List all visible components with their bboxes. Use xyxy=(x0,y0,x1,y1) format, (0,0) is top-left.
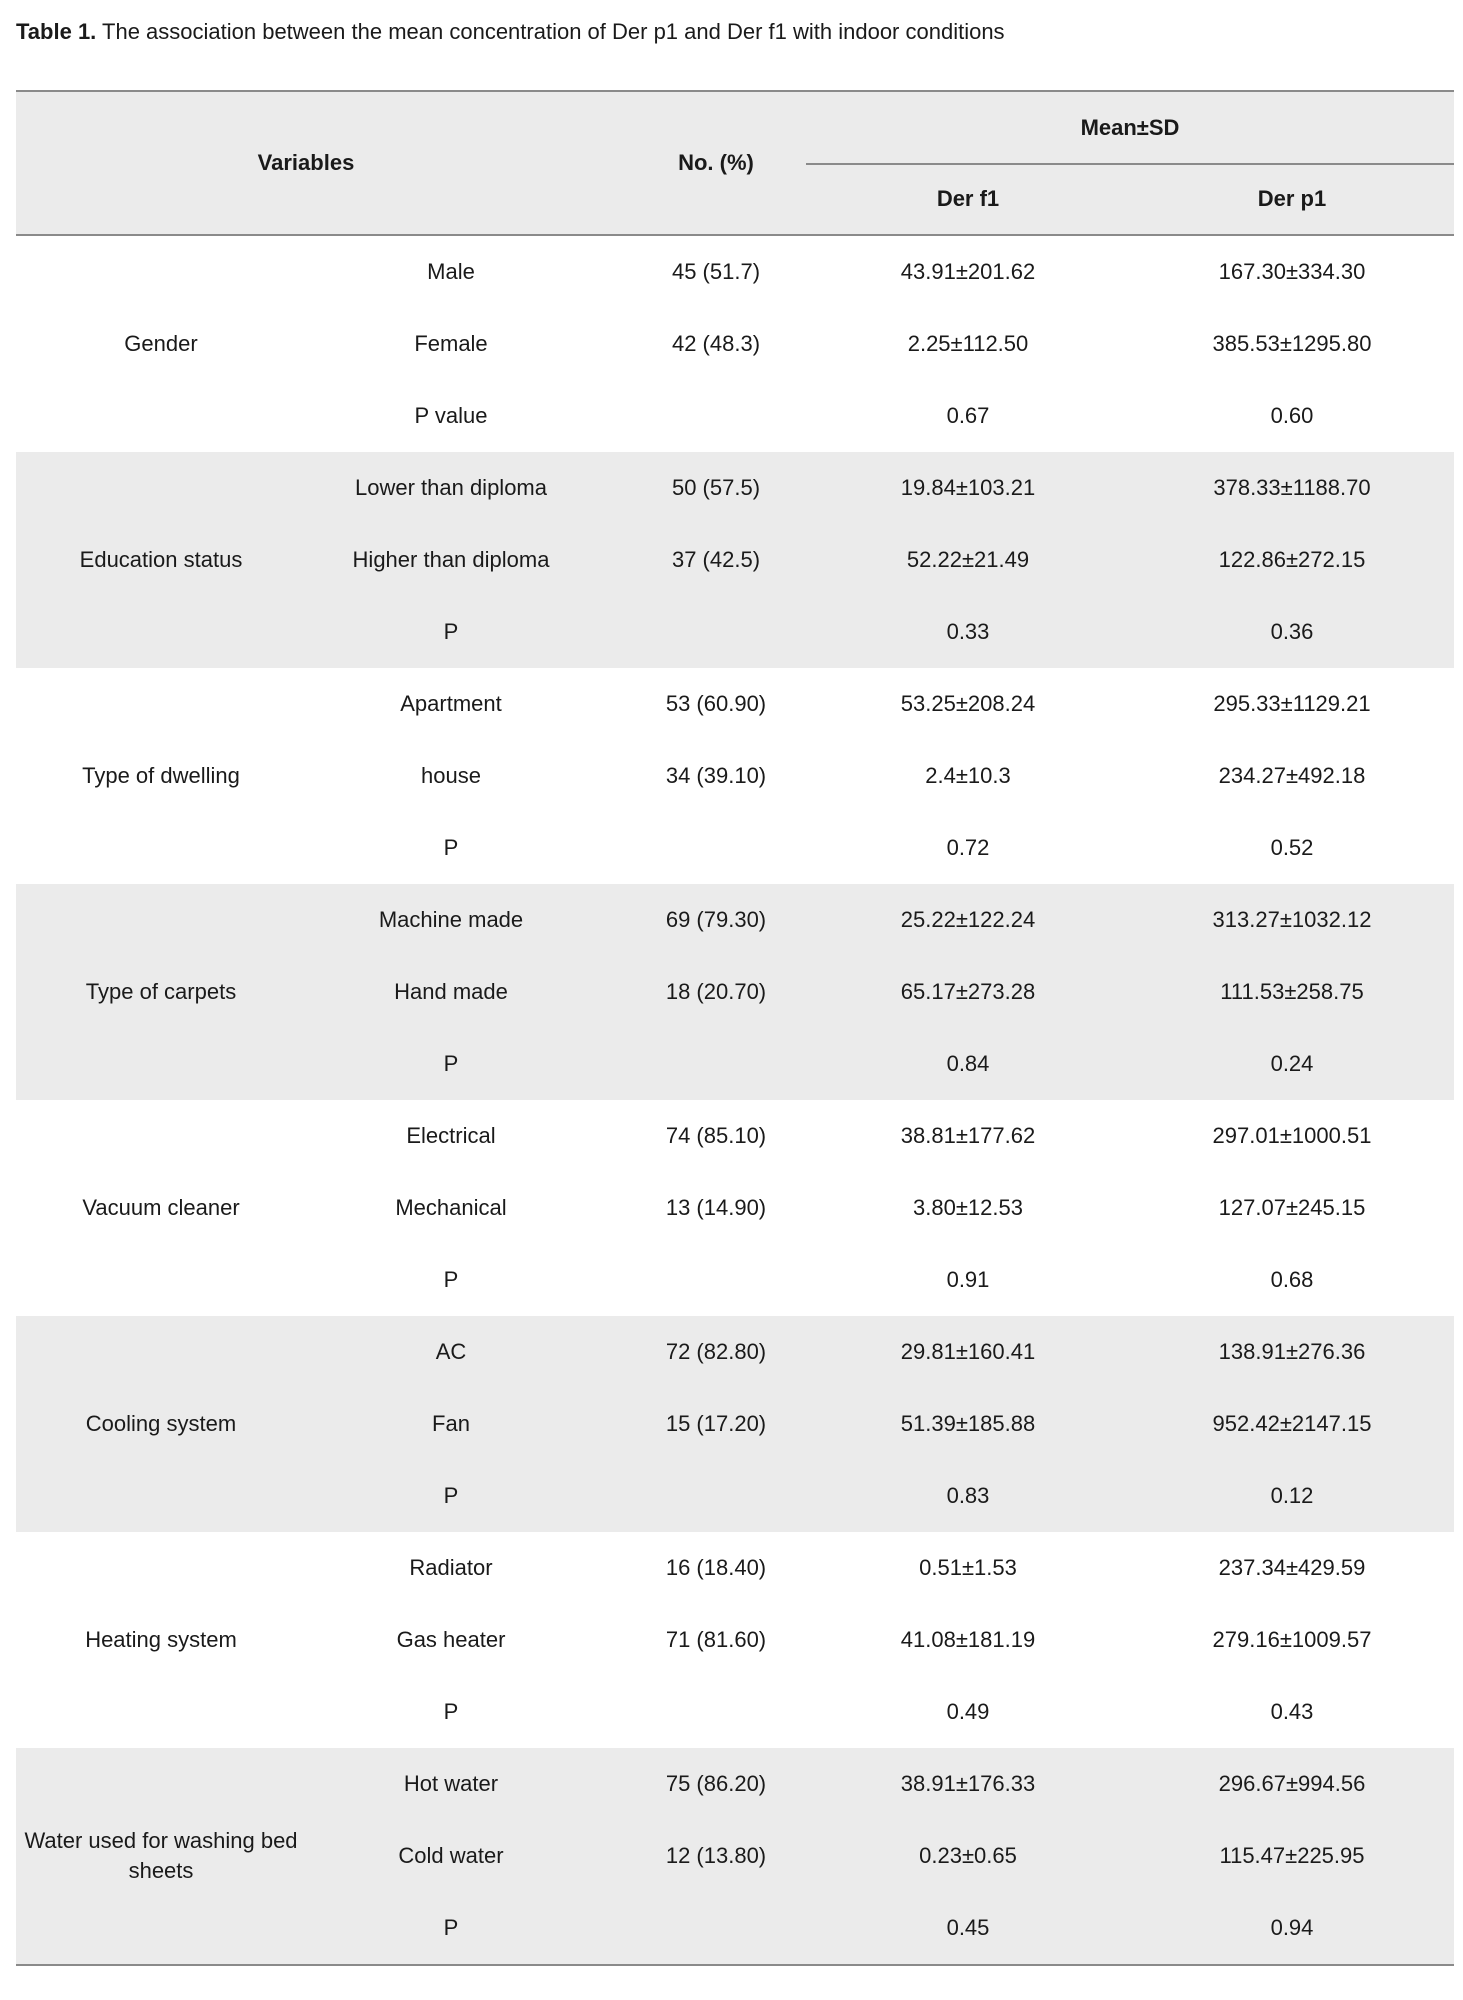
row-der-f1: 25.22±122.24 xyxy=(900,907,1036,932)
row-count xyxy=(596,596,836,668)
variable-group xyxy=(16,452,1454,668)
row-der-p1: 115.47±225.95 xyxy=(1219,1843,1365,1868)
variable-group xyxy=(16,668,1454,884)
row-der-p1: 385.53±1295.80 xyxy=(1212,331,1372,356)
header-der-p1: Der p1 xyxy=(1257,186,1327,211)
table-row xyxy=(16,668,1454,740)
table-row xyxy=(16,1676,1454,1748)
row-count xyxy=(596,1676,836,1748)
table-row xyxy=(16,236,1454,308)
row-count: 74 (85.10) xyxy=(665,1123,767,1148)
table-row xyxy=(16,380,1454,452)
table-row xyxy=(16,1100,1454,1172)
row-count: 50 (57.5) xyxy=(671,475,761,500)
row-subcategory: Electrical xyxy=(406,1123,496,1148)
row-subcategory: P xyxy=(443,1699,459,1724)
table-row xyxy=(16,1172,1454,1244)
group-label: Cooling system xyxy=(85,1411,237,1436)
table-body xyxy=(16,236,1454,1964)
data-table xyxy=(16,90,1454,1966)
row-der-p1: 295.33±1129.21 xyxy=(1213,691,1371,716)
row-count: 37 (42.5) xyxy=(671,547,761,572)
row-count: 18 (20.70) xyxy=(665,979,767,1004)
row-subcategory: P xyxy=(443,1267,459,1292)
row-count: 12 (13.80) xyxy=(665,1843,767,1868)
row-subcategory: Hot water xyxy=(403,1771,499,1796)
row-subcategory: Mechanical xyxy=(395,1195,507,1220)
row-count xyxy=(596,1244,836,1316)
row-count xyxy=(596,812,836,884)
row-count: 16 (18.40) xyxy=(665,1555,767,1580)
table-row xyxy=(16,524,1454,596)
table-row xyxy=(16,1028,1454,1100)
row-der-f1: 0.51±1.53 xyxy=(919,1555,1017,1580)
row-count xyxy=(596,1028,836,1100)
table-header xyxy=(16,92,1454,236)
variable-group xyxy=(16,884,1454,1100)
row-der-f1: 0.83 xyxy=(946,1483,990,1508)
row-subcategory: Female xyxy=(414,331,488,356)
row-der-p1: 0.60 xyxy=(1270,403,1314,428)
row-subcategory: Machine made xyxy=(378,907,524,932)
row-subcategory: Hand made xyxy=(394,979,508,1004)
row-der-p1: 237.34±429.59 xyxy=(1218,1555,1366,1580)
row-der-p1: 111.53±258.75 xyxy=(1220,979,1364,1004)
row-der-f1: 65.17±273.28 xyxy=(900,979,1036,1004)
row-subcategory: P xyxy=(443,835,459,860)
header-mean-sd: Mean±SD xyxy=(1080,115,1180,140)
row-der-p1: 378.33±1188.70 xyxy=(1213,475,1371,500)
row-der-p1: 0.43 xyxy=(1270,1699,1314,1724)
row-der-p1: 127.07±245.15 xyxy=(1218,1195,1366,1220)
row-subcategory: Cold water xyxy=(398,1843,504,1868)
row-subcategory: Male xyxy=(427,259,475,284)
row-der-p1: 313.27±1032.12 xyxy=(1212,907,1372,932)
row-der-f1: 41.08±181.19 xyxy=(900,1627,1036,1652)
row-der-f1: 2.25±112.50 xyxy=(907,331,1029,356)
table-row xyxy=(16,812,1454,884)
row-count xyxy=(596,380,836,452)
row-der-p1: 234.27±492.18 xyxy=(1218,763,1366,788)
row-der-f1: 0.67 xyxy=(946,403,990,428)
table-row xyxy=(16,1892,1454,1964)
row-der-p1: 0.68 xyxy=(1270,1267,1314,1292)
row-der-p1: 0.36 xyxy=(1270,619,1314,644)
row-der-f1: 53.25±208.24 xyxy=(900,691,1036,716)
header-der-f1: Der f1 xyxy=(936,186,1000,211)
row-der-p1: 0.24 xyxy=(1270,1051,1314,1076)
row-der-f1: 0.49 xyxy=(946,1699,990,1724)
row-count: 71 (81.60) xyxy=(665,1627,767,1652)
row-der-f1: 0.91 xyxy=(946,1267,990,1292)
group-label: Heating system xyxy=(85,1627,237,1652)
row-der-f1: 0.72 xyxy=(946,835,990,860)
row-der-f1: 51.39±185.88 xyxy=(900,1411,1036,1436)
row-subcategory: house xyxy=(421,763,481,788)
row-subcategory: Lower than diploma xyxy=(354,475,547,500)
table-row xyxy=(16,1388,1454,1460)
row-der-f1: 2.4±10.3 xyxy=(925,763,1011,788)
row-subcategory: Higher than diploma xyxy=(352,547,550,572)
variable-group xyxy=(16,1532,1454,1748)
row-der-p1: 952.42±2147.15 xyxy=(1212,1411,1372,1436)
row-count: 42 (48.3) xyxy=(671,331,761,356)
table-caption xyxy=(16,14,1005,50)
row-subcategory: AC xyxy=(435,1339,467,1364)
group-label: Education status xyxy=(79,547,243,572)
table-row xyxy=(16,452,1454,524)
row-der-p1: 0.52 xyxy=(1270,835,1314,860)
variable-group xyxy=(16,1316,1454,1532)
row-subcategory: Gas heater xyxy=(396,1627,506,1652)
row-der-p1: 167.30±334.30 xyxy=(1218,259,1366,284)
row-der-p1: 0.94 xyxy=(1270,1915,1314,1940)
group-label: Type of carpets xyxy=(85,979,237,1004)
row-count xyxy=(596,1460,836,1532)
table-row xyxy=(16,740,1454,812)
row-der-f1: 38.81±177.62 xyxy=(900,1123,1036,1148)
caption-label: Table 1. xyxy=(16,19,97,44)
row-der-f1: 0.45 xyxy=(946,1915,990,1940)
row-subcategory: P xyxy=(443,1051,459,1076)
table-row xyxy=(16,956,1454,1028)
row-count: 34 (39.10) xyxy=(665,763,767,788)
table-row xyxy=(16,1820,1454,1892)
row-der-f1: 38.91±176.33 xyxy=(900,1771,1036,1796)
row-der-f1: 3.80±12.53 xyxy=(913,1195,1023,1220)
row-subcategory: Radiator xyxy=(409,1555,493,1580)
row-count: 45 (51.7) xyxy=(671,259,761,284)
row-der-p1: 279.16±1009.57 xyxy=(1212,1627,1372,1652)
group-label: Vacuum cleaner xyxy=(82,1195,240,1220)
table-row xyxy=(16,1748,1454,1820)
row-count: 15 (17.20) xyxy=(665,1411,767,1436)
row-der-p1: 0.12 xyxy=(1270,1483,1314,1508)
row-count: 69 (79.30) xyxy=(665,907,767,932)
row-subcategory: P xyxy=(443,619,459,644)
row-count xyxy=(596,1892,836,1964)
table-row xyxy=(16,1460,1454,1532)
table-row xyxy=(16,596,1454,668)
variable-group xyxy=(16,1100,1454,1316)
group-label: Water used for washing bed sheets xyxy=(24,1828,298,1883)
header-count: No. (%) xyxy=(678,150,754,175)
row-subcategory: Apartment xyxy=(400,691,502,716)
group-label: Gender xyxy=(124,331,198,356)
row-count: 53 (60.90) xyxy=(665,691,767,716)
row-der-p1: 138.91±276.36 xyxy=(1218,1339,1366,1364)
table-row xyxy=(16,1244,1454,1316)
row-der-p1: 297.01±1000.51 xyxy=(1212,1123,1372,1148)
table-row xyxy=(16,1604,1454,1676)
row-der-f1: 0.33 xyxy=(946,619,990,644)
row-der-f1: 0.84 xyxy=(946,1051,990,1076)
group-label: Type of dwelling xyxy=(82,763,240,788)
table-row xyxy=(16,1532,1454,1604)
row-subcategory: P xyxy=(443,1483,459,1508)
caption-text: The association between the mean concentration of Der p1 and Der f1 with indoor conditions xyxy=(102,19,1005,44)
variable-group xyxy=(16,236,1454,452)
row-der-p1: 122.86±272.15 xyxy=(1218,547,1366,572)
row-der-f1: 52.22±21.49 xyxy=(906,547,1030,572)
row-subcategory: P value xyxy=(414,403,488,428)
row-subcategory: Fan xyxy=(432,1411,470,1436)
row-subcategory: P xyxy=(443,1915,459,1940)
row-count: 72 (82.80) xyxy=(665,1339,767,1364)
table-row xyxy=(16,1316,1454,1388)
row-der-p1: 296.67±994.56 xyxy=(1218,1771,1366,1796)
table-row xyxy=(16,884,1454,956)
row-count: 13 (14.90) xyxy=(665,1195,767,1220)
header-variables: Variables xyxy=(257,150,355,175)
row-der-f1: 19.84±103.21 xyxy=(900,475,1036,500)
row-der-f1: 29.81±160.41 xyxy=(900,1339,1036,1364)
row-der-f1: 43.91±201.62 xyxy=(900,259,1036,284)
row-count: 75 (86.20) xyxy=(665,1771,767,1796)
variable-group xyxy=(16,1748,1454,1964)
row-der-f1: 0.23±0.65 xyxy=(919,1843,1017,1868)
table-row xyxy=(16,308,1454,380)
